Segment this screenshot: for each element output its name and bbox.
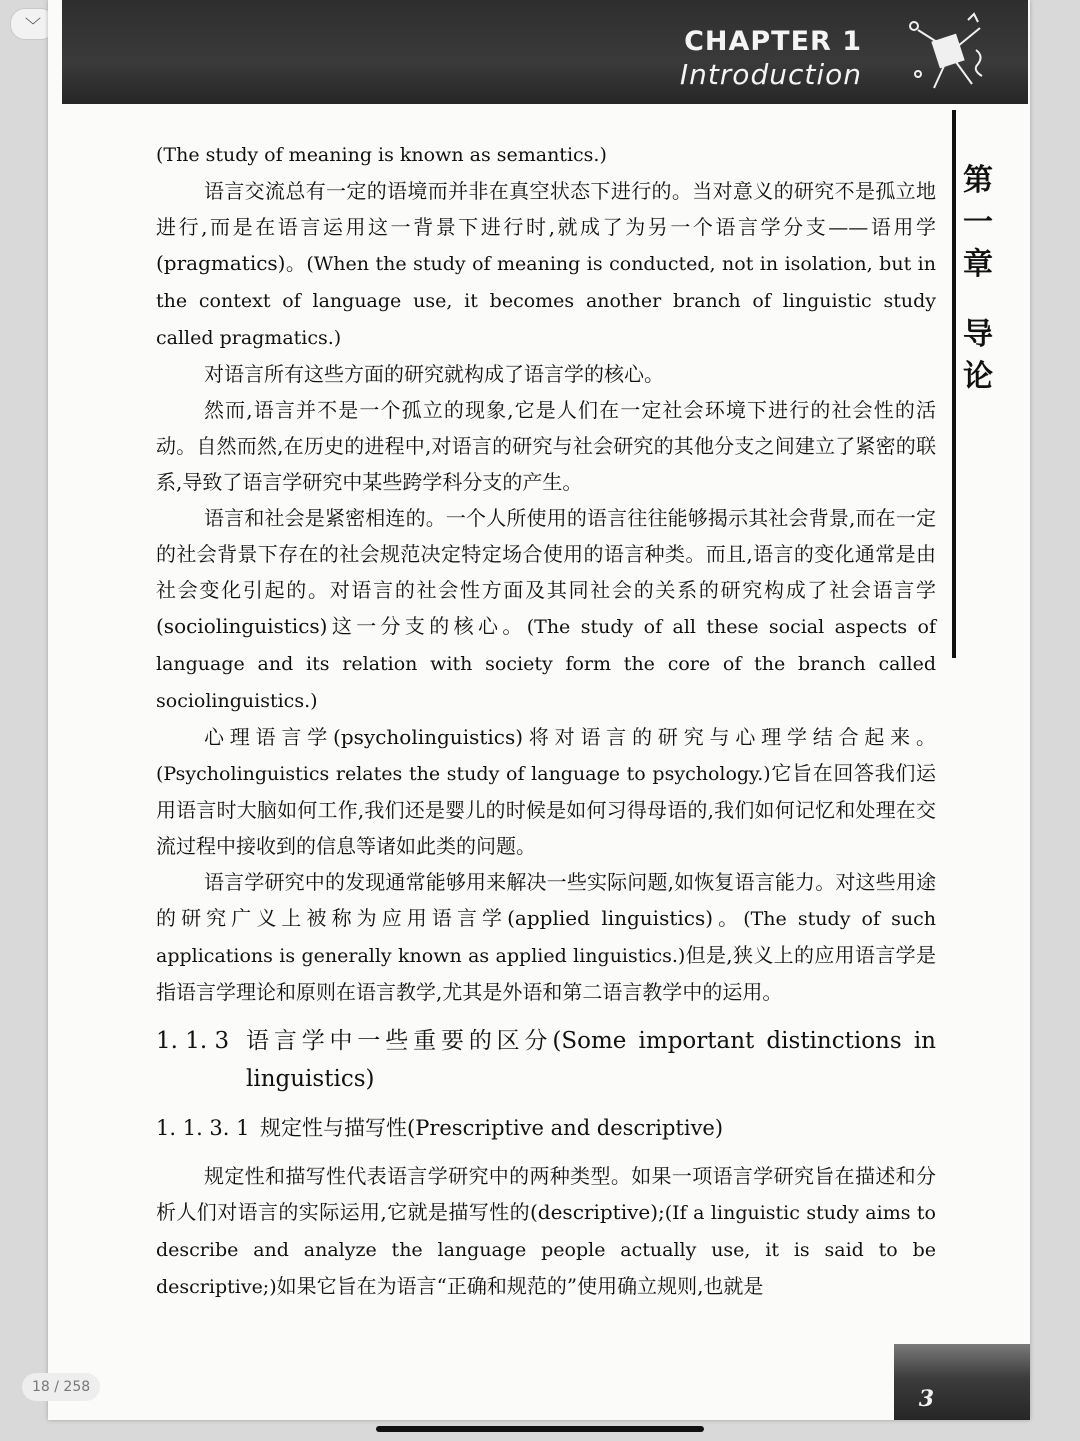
page-corner-decoration: [894, 1344, 1030, 1420]
page-counter: 18 / 258: [22, 1373, 100, 1401]
paragraph: 语言交流总有一定的语境而并非在真空状态下进行的。当对意义的研究不是孤立地进行,而是在语言运用这一背景下进行时,就成了为另一个语言学分支——语用学(pragmatics)。(When the study of meaning is conducted, not in isolation, but in the context of language use, it becomes another branch of linguistic study called pragmatics.): [156, 179, 936, 349]
home-indicator[interactable]: [376, 1426, 704, 1432]
doodle-illustration-icon: [898, 10, 998, 96]
paragraph: 语言学研究中的发现通常能够用来解决一些实际问题,如恢复语言能力。对这些用途的研究广义上被称为应用语言学(applied linguistics)。(The study of such applications is generally known as applied linguistics.)但是,狭义上的应用语言学是指语言学理论和原则在语言教学,尤其是外语和第二语言教学中的运用。: [156, 870, 937, 1004]
section-number: 1. 1. 3: [156, 1028, 230, 1054]
paragraph: 规定性和描写性代表语言学研究中的两种类型。如果一项语言学研究旨在描述和分析人们对语言的实际运用,它就是描写性的(descriptive);(If a linguistic study aims to describe and analyze the language people actually use, it is said to be descriptive;)如果它旨在为语言“正确和规范的”使用确立规则,也就是: [156, 1164, 936, 1298]
paragraph: 心理语言学(psycholinguistics)将对语言的研究与心理学结合起来。(Psycholinguistics relates the study of language to psychology.)它旨在回答我们运用语言时大脑如何工作,我们还是婴儿的时候是如何习得母语的,我们如何记忆和处理在交流过程中接收到的信息等诸如此类的问题。: [156, 725, 937, 858]
paragraph: 对语言所有这些方面的研究就构成了语言学的核心。: [204, 362, 664, 386]
paragraph: 语言和社会是紧密相连的。一个人所使用的语言往往能够揭示其社会背景,而在一定的社会背景下存在的社会规范决定特定场合使用的语言种类。而且,语言的变化通常是由社会变化引起的。对语言的社会性方面及其同社会的关系的研究构成了社会语言学(sociolinguistics)这一分支的核心。(The study of all these social aspects of language and its relation with society form the core of the branch called sociolinguistics.): [156, 506, 936, 712]
subsection-number: 1. 1. 3. 1: [156, 1116, 250, 1140]
page-number: 3: [918, 1386, 934, 1412]
chapter-label: CHAPTER 1: [684, 26, 862, 57]
chapter-header: [62, 0, 1028, 104]
body-text: [156, 136, 936, 1305]
chevron-down-icon: ﹀: [24, 15, 41, 35]
side-rule: [952, 110, 956, 658]
paragraph: (The study of meaning is known as semantics.): [156, 144, 607, 166]
document-page: [48, 0, 1030, 1420]
paragraph: 然而,语言并不是一个孤立的现象,它是人们在一定社会环境下进行的社会性的活动。自然而然,在历史的进程中,对语言的研究与社会研究的其他分支之间建立了紧密的联系,导致了语言学研究中某些跨学科分支的产生。: [156, 398, 936, 494]
section-title: 语言学中一些重要的区分(Some important distinctions in linguistics): [246, 1028, 936, 1092]
chapter-title: Introduction: [679, 58, 862, 91]
subsection-title: 规定性与描写性(Prescriptive and descriptive): [260, 1116, 724, 1140]
section-heading: [156, 1022, 936, 1098]
subsection-heading: [156, 1110, 936, 1146]
chapter-side-tab: 第 一 章 导 论: [963, 163, 993, 394]
